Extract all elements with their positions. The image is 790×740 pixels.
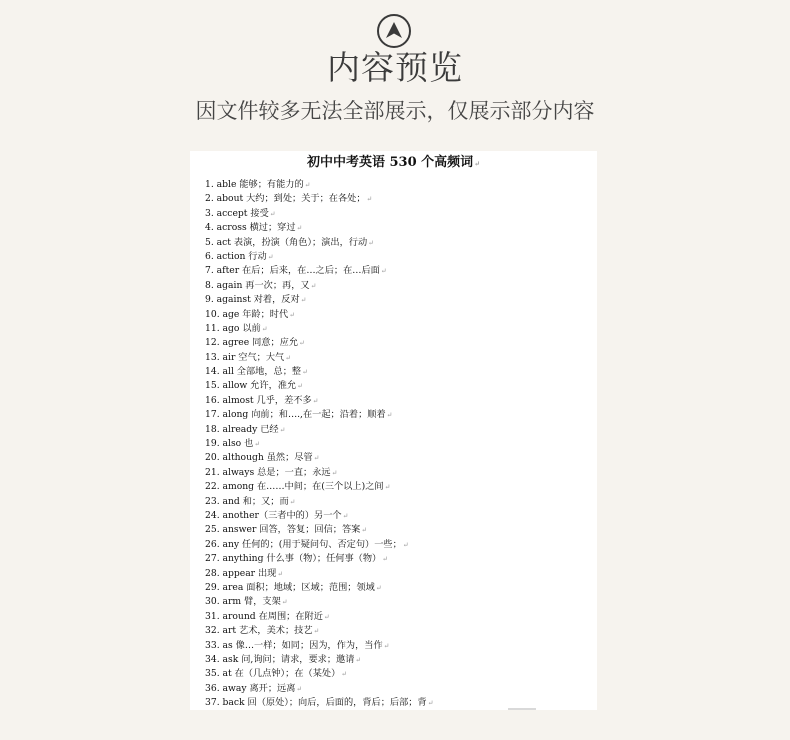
return-mark: ↵: [366, 195, 373, 204]
document-preview: [190, 151, 597, 710]
list-item-text: 26. any 任何的；(用于疑问句、否定句）一些；: [205, 538, 402, 550]
list-item-text: 6. action 行动: [205, 250, 267, 262]
list-item: [205, 595, 591, 609]
list-item-text: 1. able 能够；有能力的: [205, 179, 304, 190]
return-mark: ↵: [402, 540, 409, 549]
return-mark: ↵: [304, 181, 311, 189]
return-mark: ↵: [296, 224, 303, 233]
list-item-text: 17. along 向前；和….,在一起；沿着；顺着: [205, 409, 386, 421]
list-item: [205, 653, 591, 667]
return-mark: ↵: [269, 209, 276, 218]
return-mark: ↵: [313, 454, 320, 463]
list-item: [205, 264, 591, 278]
return-mark: ↵: [342, 511, 349, 520]
list-item-text: 20. although 虽然；尽管: [205, 452, 313, 464]
return-mark: ↵: [299, 339, 305, 348]
word-list: [205, 178, 591, 710]
list-item-text: 19. also 也: [205, 438, 254, 450]
return-mark: ↵: [279, 425, 286, 434]
list-item: [205, 279, 591, 293]
list-item: [205, 322, 591, 336]
list-item-text: 8. again 再一次；再，又: [205, 279, 310, 291]
list-item-text: 35. at 在（几点钟）；在（某处）: [205, 668, 341, 680]
return-mark: ↵: [261, 324, 268, 333]
list-item-text: 34. ask 问,询问；请求，要求；邀请: [205, 653, 355, 665]
list-item-text: 31. around 在周围；在附近: [205, 610, 323, 622]
list-item-text: 33. as 像…一样；如同；因为，作为，当作: [205, 639, 383, 651]
list-item-text: 36. away 离开；远离: [205, 682, 296, 694]
return-mark: ↵: [312, 396, 319, 405]
return-mark: ↵: [375, 583, 382, 592]
list-item: [205, 495, 591, 509]
list-item: [205, 523, 591, 537]
list-item-text: 37. back 回（原处）；向后，后面的，背后；后部；背: [205, 697, 427, 709]
return-mark: ↵: [281, 598, 288, 607]
list-item-text: 10. age 年龄；时代: [205, 308, 289, 320]
list-item: [205, 509, 591, 523]
return-mark: ↵: [310, 281, 317, 290]
return-mark: ↵: [331, 468, 338, 477]
list-item-text: 32. art 艺术，美术；技艺: [205, 625, 313, 637]
list-item: [205, 451, 591, 465]
list-item: [205, 336, 591, 350]
list-item: [205, 423, 591, 437]
list-item-text: 29. area 面积；地域；区域；范围；领域: [205, 581, 375, 593]
list-item-text: 30. arm 臂，支架: [205, 596, 281, 608]
list-item-text: 24. another（三者中的）另一个: [205, 509, 342, 521]
return-mark: ↵: [267, 252, 274, 261]
list-item: [205, 293, 591, 307]
list-item-text: 9. against 对着，反对: [205, 294, 300, 306]
list-item: [205, 538, 591, 552]
return-mark: ↵: [427, 699, 434, 708]
list-item: [205, 624, 591, 638]
list-item: [205, 408, 591, 422]
list-item-text: 5. act 表演，扮演（角色）；演出，行动: [205, 236, 368, 248]
list-item: [205, 221, 591, 235]
list-item: [205, 480, 591, 494]
return-mark: ↵: [302, 368, 308, 377]
list-item-text: 12. agree 同意；应允: [205, 337, 299, 349]
list-item: [205, 610, 591, 624]
return-mark: ↵: [300, 296, 307, 305]
page-title: 内容预览: [327, 48, 463, 87]
list-item: [205, 178, 591, 192]
list-item: [205, 365, 591, 379]
list-item-text: 2. about 大约；到处；关于；在各处；: [205, 193, 366, 205]
list-item: [205, 552, 591, 566]
list-item: [205, 308, 591, 322]
list-item: [205, 394, 591, 408]
return-mark: ↵: [368, 238, 375, 247]
return-mark: ↵: [277, 569, 284, 578]
document-title: 初中中考英语 530 个高频词↵: [306, 155, 481, 170]
return-mark: ↵: [380, 267, 387, 276]
list-item: [205, 682, 591, 696]
list-item-text: 7. after 在后；后来，在…之后；在…后面: [205, 265, 380, 277]
list-item-text: 4. across 横过；穿过: [205, 222, 296, 234]
list-item: [205, 581, 591, 595]
return-mark: ↵: [254, 440, 261, 449]
list-item-text: 13. air 空气；大气: [205, 351, 285, 363]
list-item-text: 18. already 已经: [205, 423, 279, 435]
return-mark: ↵: [341, 670, 348, 679]
list-item-text: 15. allow 允许，准允: [205, 380, 297, 392]
list-item: [205, 250, 591, 264]
list-item: [205, 639, 591, 653]
list-item: [205, 567, 591, 581]
list-item-text: 11. ago 以前: [205, 322, 261, 334]
list-item: [205, 236, 591, 250]
list-item-text: 27. anything 什么事（物）；任何事（物）: [205, 553, 382, 565]
list-item-text: 16. almost 几乎，差不多: [205, 394, 312, 406]
list-item: [205, 466, 591, 480]
list-item-text: 22. among 在……中间；在(三个以上)之间: [205, 481, 384, 493]
list-item: [205, 379, 591, 393]
return-mark: ↵: [289, 497, 296, 506]
return-mark: ↵: [296, 684, 303, 693]
list-item: [205, 667, 591, 681]
return-mark: ↵: [386, 411, 393, 420]
return-mark: ↵: [297, 382, 304, 391]
list-item: [205, 351, 591, 365]
return-mark: ↵: [382, 555, 389, 564]
list-item: [205, 437, 591, 451]
list-item-text: 14. all 全部地，总；整: [205, 366, 302, 378]
return-mark: ↵: [285, 353, 292, 362]
divider: [508, 708, 536, 710]
return-mark: ↵: [361, 526, 368, 535]
list-item-text: 25. answer 回答，答复；回信；答案: [205, 524, 361, 536]
list-item: [205, 207, 591, 221]
return-mark: ↵: [323, 612, 330, 621]
page-subtitle: 因文件较多无法全部展示，仅展示部分内容: [195, 99, 595, 123]
list-item: [205, 192, 591, 206]
return-mark: ↵: [384, 483, 391, 492]
list-item-text: 28. appear 出现: [205, 567, 277, 579]
list-item-text: 23. and 和；又；而: [205, 495, 289, 507]
arrow-up-circle-icon: [377, 14, 411, 48]
list-item-text: 3. accept 接受: [205, 207, 269, 219]
return-mark: ↵: [383, 641, 390, 650]
return-mark: ↵: [355, 655, 362, 664]
return-mark: ↵: [289, 310, 296, 319]
return-mark: ↵: [313, 627, 320, 636]
list-item-text: 21. always 总是；一直；永远: [205, 466, 331, 478]
